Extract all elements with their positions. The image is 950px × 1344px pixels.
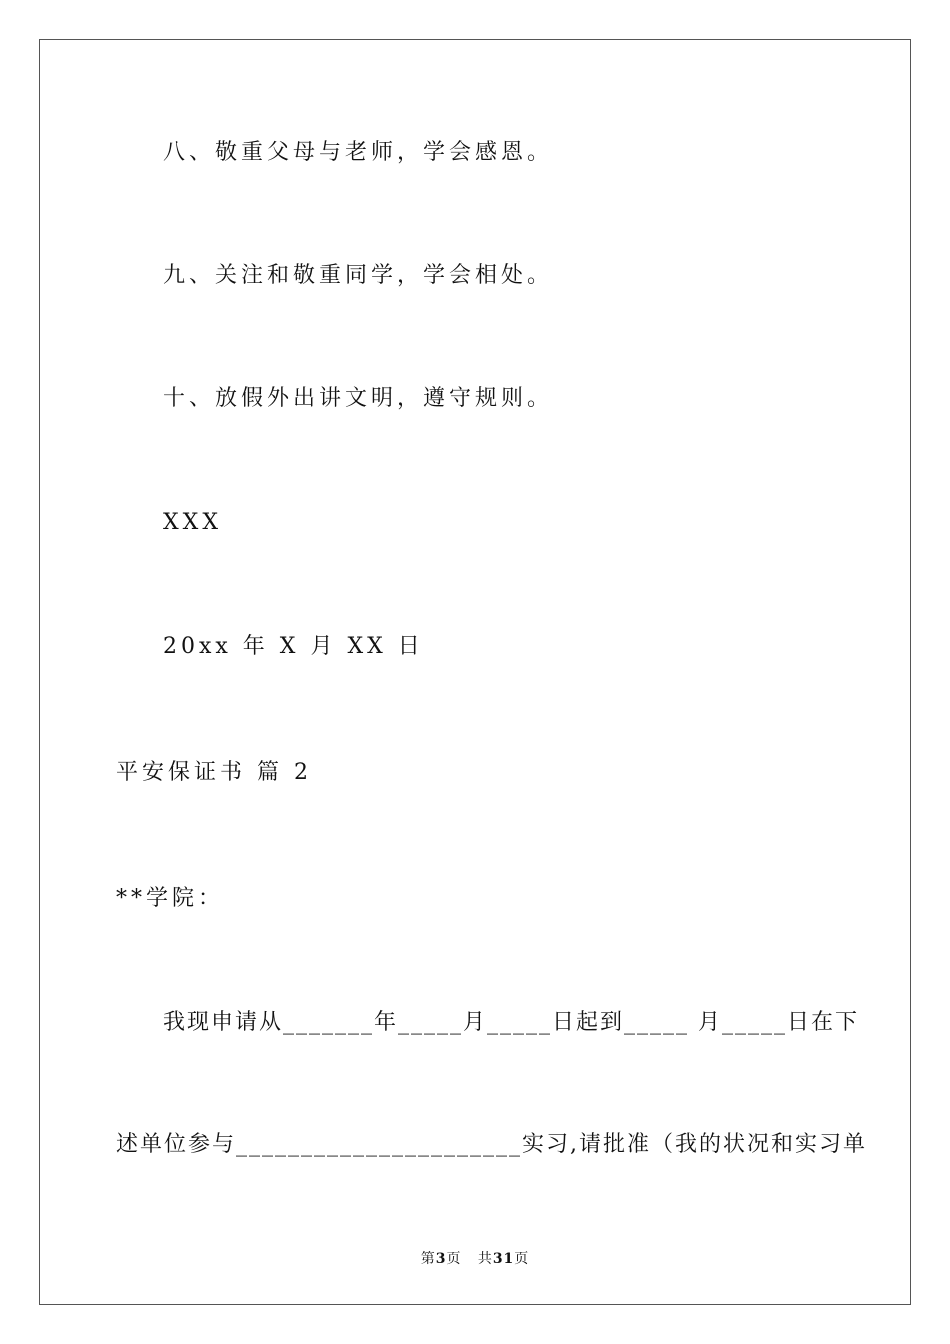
signature-name: XXX: [163, 510, 222, 535]
footer-total-suffix: 页: [514, 1251, 530, 1267]
paragraph-line-1: 我现申请从_______年_____月_____日起到_____ 月_____日在下: [163, 1010, 859, 1035]
signature-date: 20xx 年 X 月 XX 日: [163, 634, 424, 659]
list-item-9: 九、关注和敬重同学，学会相处。: [163, 263, 554, 288]
footer-page-number: 3: [435, 1251, 447, 1267]
salutation: **学院：: [116, 886, 225, 911]
footer-prefix: 第: [420, 1251, 436, 1267]
section-heading: 平安保证书 篇 2: [116, 760, 312, 785]
list-item-8: 八、敬重父母与老师，学会感恩。: [163, 140, 554, 165]
list-item-10: 十、放假外出讲文明，遵守规则。: [163, 386, 554, 411]
footer-page-suffix: 页: [446, 1251, 462, 1267]
footer-total-prefix: 共: [477, 1251, 493, 1267]
footer-total-pages: 31: [492, 1251, 515, 1267]
page-frame: [39, 39, 911, 1305]
paragraph-line-2: 述单位参与______________________实习,请批准（我的状况和实习单: [116, 1132, 867, 1157]
page-footer: [0, 1248, 950, 1268]
